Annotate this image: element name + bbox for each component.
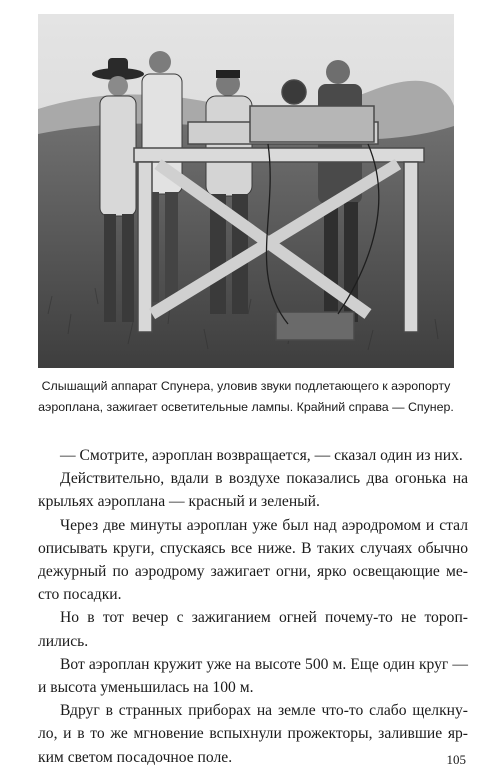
text-line: крыльях аэроплана — красный и зеленый. xyxy=(38,493,320,511)
text-line: сто посадки. xyxy=(38,586,122,604)
body-text xyxy=(38,444,468,769)
paragraph xyxy=(38,653,468,699)
paragraph xyxy=(38,514,468,607)
text-line: лились. xyxy=(38,632,89,650)
paragraph xyxy=(38,699,468,769)
page-number: 105 xyxy=(446,752,466,767)
text-line: Действительно, вдали в воздухе показались два огонька на xyxy=(60,470,468,488)
text-line: дежурный по аэродрому зажигает огни, ярко освещающие ме- xyxy=(38,563,468,581)
text-line: ким светом посадочное поле. xyxy=(38,748,233,766)
paragraph xyxy=(38,606,468,652)
text-line: — Смотрите, аэроплан возвращается, — сказал один из них. xyxy=(60,447,463,464)
caption-line: Слышащий аппарат Спунера, уловив звуки подлетающего к аэропорту xyxy=(41,379,451,393)
caption-line: аэроплана, зажигает осветительные лампы. Крайний справа — Спунер. xyxy=(38,400,454,414)
photo-caption xyxy=(30,376,462,418)
photograph-men-with-radio-apparatus-in-field-icon xyxy=(38,14,454,368)
text-line: Через две минуты аэроплан уже был над аэродромом и стал xyxy=(60,516,468,534)
text-line: описывать круги, спускаясь все ниже. В таких случаях обычно xyxy=(38,539,468,557)
text-line: Вот аэроплан кружит уже на высоте 500 м. Еще один круг — xyxy=(60,655,468,673)
text-line: ло, и в то же мгновение вспыхнули прожекторы, залившие яр- xyxy=(38,725,468,743)
text-line: Вдруг в странных приборах на земле что-то слабо щелкну- xyxy=(60,702,468,720)
photograph xyxy=(38,14,454,368)
text-line: и высота уменьшилась на 100 м. xyxy=(38,679,254,697)
paragraph xyxy=(38,444,468,467)
paragraph xyxy=(38,467,468,513)
text-line: Но в тот вечер с зажиганием огней почему-то не тороп- xyxy=(60,609,468,627)
